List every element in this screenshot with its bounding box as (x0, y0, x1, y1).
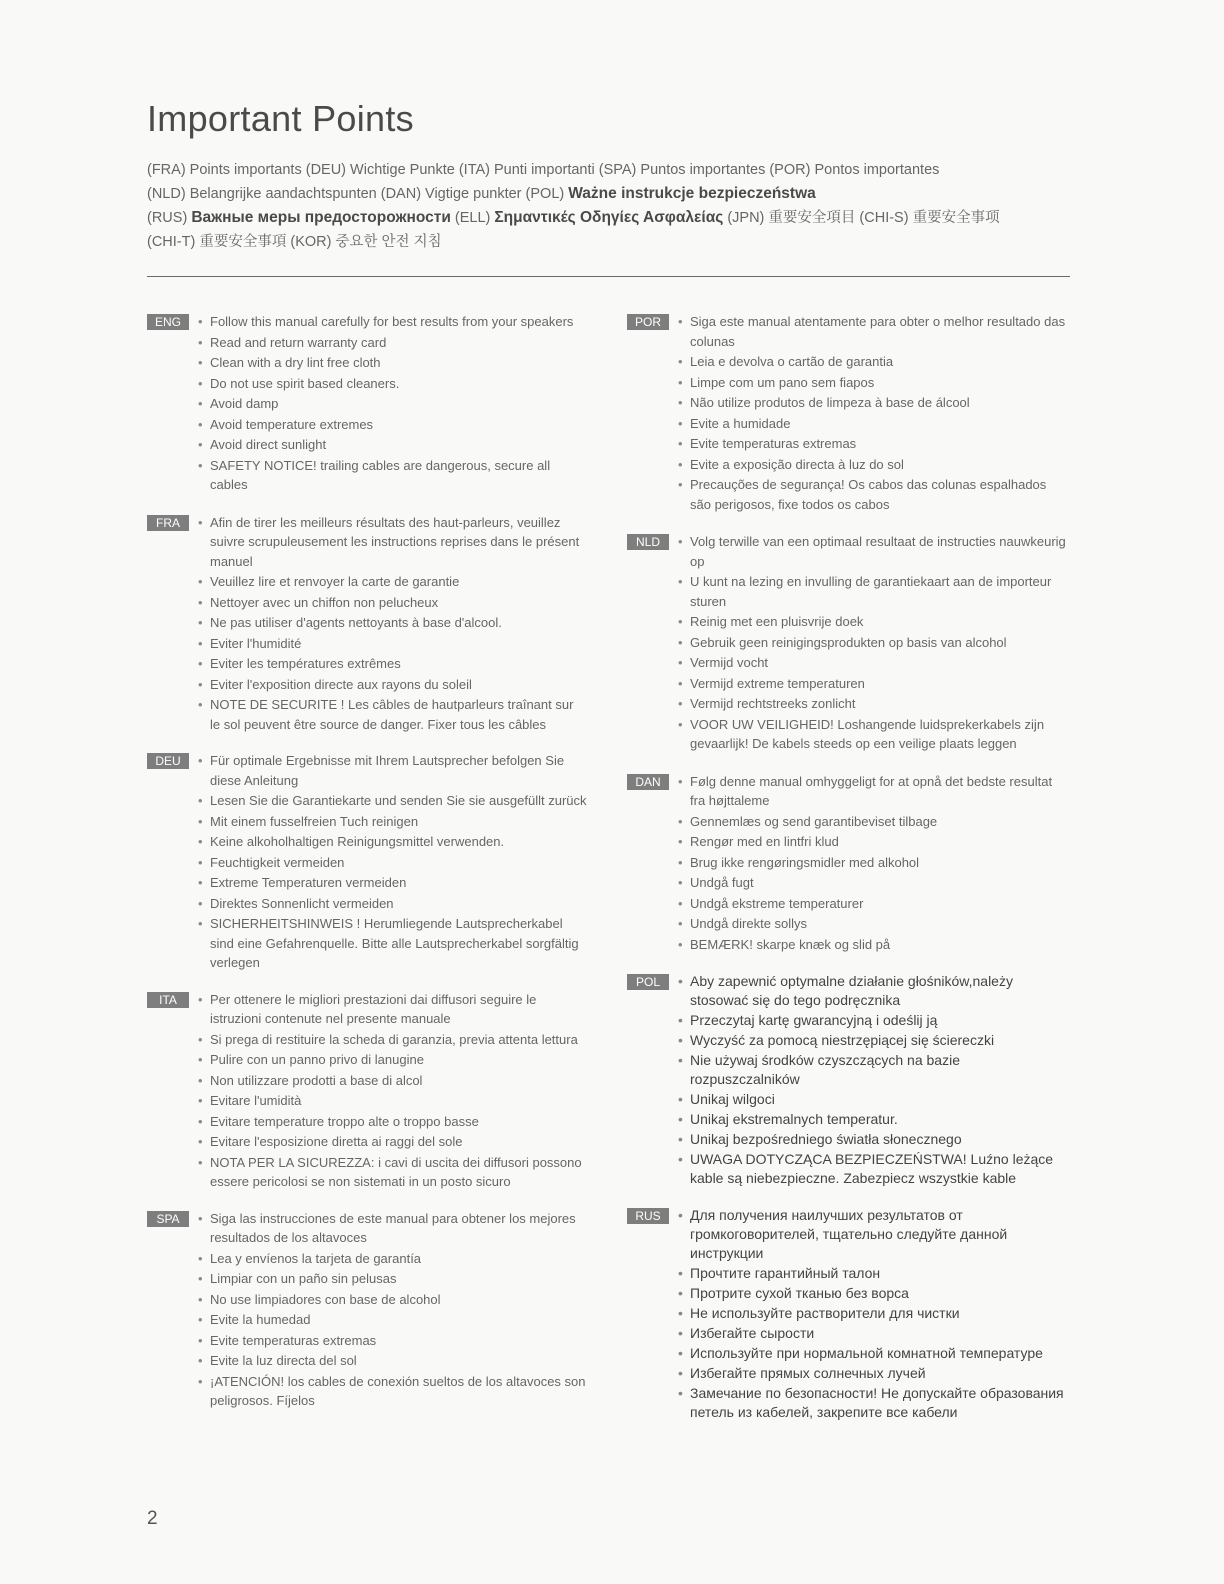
list-item: • Brug ikke rengøringsmidler med alkohol (678, 853, 1067, 873)
instruction-list (678, 312, 1067, 514)
list-item: • Keine alkoholhaltigen Reinigungsmittel verwenden. (198, 832, 587, 852)
list-item: • Gebruik geen reinigingsprodukten op basis van alcohol (678, 633, 1067, 653)
instruction-list (198, 312, 587, 495)
language-line: (NLD) Belangrijke aandachtspunten (DAN) Vigtige punkter (POL) Ważne instrukcje bezpieczeństwa (147, 185, 816, 202)
list-item: • Замечание по безопасности! Не допускайте образования петель из кабелей, закрепите все кабели (678, 1384, 1067, 1422)
list-item: • Do not use spirit based cleaners. (198, 374, 587, 394)
list-item: • Rengør med en lintfri klud (678, 832, 1067, 852)
list-item: • Limpiar con un paño sin pelusas (198, 1269, 587, 1289)
list-item: • Vermijd vocht (678, 653, 1067, 673)
list-item: • Não utilize produtos de limpeza à base de álcool (678, 393, 1067, 413)
list-item: • Протрите сухой тканью без ворса (678, 1284, 1067, 1303)
section-rus (627, 1206, 1067, 1422)
list-item: • SAFETY NOTICE! trailing cables are dangerous, secure all cables (198, 456, 587, 495)
list-item: • Wyczyść za pomocą niestrzępiącej się ściereczki (678, 1031, 1067, 1050)
left-column (147, 312, 587, 1412)
instruction-list (678, 772, 1067, 955)
list-item: • Aby zapewnić optymalne działanie głośników,należy stosować się do tego podręcznika (678, 972, 1067, 1010)
list-item: • Ne pas utiliser d'agents nettoyants à base d'alcool. (198, 613, 587, 633)
list-item: • Für optimale Ergebnisse mit Ihrem Lautsprecher befolgen Sie diese Anleitung (198, 751, 587, 790)
list-item: • Avoid damp (198, 394, 587, 414)
list-item: • U kunt na lezing en invulling de garantiekaart aan de importeur sturen (678, 572, 1067, 611)
language-tag: POL (627, 974, 669, 990)
instruction-list (198, 751, 587, 973)
instruction-list (198, 513, 587, 735)
instruction-list (678, 972, 1067, 1188)
list-item: • Evitare l'umidità (198, 1091, 587, 1111)
list-item: • Undgå ekstreme temperaturer (678, 894, 1067, 914)
list-item: • SICHERHEITSHINWEIS ! Herumliegende Lautsprecherkabel sind eine Gefahrenquelle. Bitte alle Lautsprecherkabel sorgfältig verlegen (198, 914, 587, 973)
instruction-list (678, 1206, 1067, 1422)
list-item: • Evitare l'esposizione diretta ai raggi del sole (198, 1132, 587, 1152)
list-item: • Follow this manual carefully for best results from your speakers (198, 312, 587, 332)
list-item: • Pulire con un panno privo di lanugine (198, 1050, 587, 1070)
section-fra (147, 513, 587, 735)
list-item: • Nettoyer avec un chiffon non pelucheux (198, 593, 587, 613)
list-item: • Siga las instrucciones de este manual para obtener los mejores resultados de los altavoces (198, 1209, 587, 1248)
list-item: • Afin de tirer les meilleurs résultats des haut-parleurs, veuillez suivre scrupuleusement les instructions reprises dans le présent manuel (198, 513, 587, 572)
list-item: • NOTA PER LA SICUREZZA: i cavi di uscita dei diffusori possono essere pericolosi se non sistemati in un posto sicuro (198, 1153, 587, 1192)
list-item: • Evitare temperature troppo alte o troppo basse (198, 1112, 587, 1132)
list-item: • BEMÆRK! skarpe knæk og slid på (678, 935, 1067, 955)
list-item: • Прочтите гарантийный талон (678, 1264, 1067, 1283)
list-item: • Veuillez lire et renvoyer la carte de garantie (198, 572, 587, 592)
list-item: • Limpe com um pano sem fiapos (678, 373, 1067, 393)
section-eng (147, 312, 587, 495)
language-tag: SPA (147, 1211, 189, 1227)
list-item: • Unikaj wilgoci (678, 1090, 1067, 1109)
list-item: • Unikaj ekstremalnych temperatur. (678, 1110, 1067, 1129)
instruction-list (198, 990, 587, 1192)
list-item: • Non utilizzare prodotti a base di alcol (198, 1071, 587, 1091)
section-por (627, 312, 1067, 514)
right-column (627, 312, 1067, 1423)
list-item: • Eviter l'exposition directe aux rayons du soleil (198, 675, 587, 695)
list-item: • Используйте при нормальной комнатной температуре (678, 1344, 1067, 1363)
list-item: • UWAGA DOTYCZĄCA BEZPIECZEŃSTWA! Luźno leżące kable są niebezpieczne. Zabezpiecz wszystkie kable (678, 1150, 1067, 1188)
list-item: • Undgå fugt (678, 873, 1067, 893)
list-item: • Unikaj bezpośredniego światła słonecznego (678, 1130, 1067, 1149)
language-tag: POR (627, 314, 669, 330)
list-item: • Direktes Sonnenlicht vermeiden (198, 894, 587, 914)
list-item: • Volg terwille van een optimaal resultaat de instructies nauwkeurig op (678, 532, 1067, 571)
list-item: • Nie używaj środków czyszczących na bazie rozpuszczalników (678, 1051, 1067, 1089)
instruction-list (198, 1209, 587, 1411)
section-deu (147, 751, 587, 973)
list-item: • Eviter l'humidité (198, 634, 587, 654)
divider (147, 276, 1070, 277)
section-ita (147, 990, 587, 1192)
list-item: • Evite temperaturas extremas (678, 434, 1067, 454)
list-item: • Lea y envíenos la tarjeta de garantía (198, 1249, 587, 1269)
list-item: • VOOR UW VEILIGHEID! Loshangende luidsprekerkabels zijn gevaarlijk! De kabels steeds op een veilige plaats leggen (678, 715, 1067, 754)
list-item: • Extreme Temperaturen vermeiden (198, 873, 587, 893)
list-item: • NOTE DE SECURITE ! Les câbles de hautparleurs traînant sur le sol peuvent être source de danger. Fixer tous les câbles (198, 695, 587, 734)
list-item: • ¡ATENCIÓN! los cables de conexión sueltos de los altavoces son peligrosos. Fíjelos (198, 1372, 587, 1411)
language-tag: DAN (627, 774, 669, 790)
list-item: • Leia e devolva o cartão de garantia (678, 352, 1067, 372)
list-item: • No use limpiadores con base de alcohol (198, 1290, 587, 1310)
list-item: • Evite la humedad (198, 1310, 587, 1330)
list-item: • Read and return warranty card (198, 333, 587, 353)
list-item: • Si prega di restituire la scheda di garanzia, previa attenta lettura (198, 1030, 587, 1050)
list-item: • Przeczytaj kartę gwarancyjną i odeślij ją (678, 1011, 1067, 1030)
page-title: Important Points (147, 98, 414, 139)
list-item: • Følg denne manual omhyggeligt for at opnå det bedste resultat fra højttaleme (678, 772, 1067, 811)
list-item: • Eviter les températures extrêmes (198, 654, 587, 674)
list-item: • Mit einem fusselfreien Tuch reinigen (198, 812, 587, 832)
list-item: • Evite a exposição directa à luz do sol (678, 455, 1067, 475)
language-line: (CHI-T) 重要安全事項 (KOR) 중요한 안전 지침 (147, 234, 442, 250)
list-item: • Не используйте растворители для чистки (678, 1304, 1067, 1323)
list-item: • Lesen Sie die Garantiekarte und senden Sie sie ausgefüllt zurück (198, 791, 587, 811)
list-item: • Vermijd extreme temperaturen (678, 674, 1067, 694)
instruction-list (678, 532, 1067, 754)
list-item: • Vermijd rechtstreeks zonlicht (678, 694, 1067, 714)
language-tag: FRA (147, 515, 189, 531)
language-line: (FRA) Points importants (DEU) Wichtige Punkte (ITA) Punti importanti (SPA) Puntos importantes (POR) Pontos importantes (147, 162, 940, 178)
section-nld (627, 532, 1067, 754)
list-item: • Per ottenere le migliori prestazioni dai diffusori seguire le istruzioni contenute nel presente manuale (198, 990, 587, 1029)
section-spa (147, 1209, 587, 1411)
list-item: • Избегайте прямых солнечных лучей (678, 1364, 1067, 1383)
section-pol (627, 972, 1067, 1188)
language-list (147, 158, 1077, 254)
list-item: • Siga este manual atentamente para obter o melhor resultado das colunas (678, 312, 1067, 351)
language-tag: DEU (147, 753, 189, 769)
language-tag: ITA (147, 992, 189, 1008)
list-item: • Evite la luz directa del sol (198, 1351, 587, 1371)
list-item: • Избегайте сырости (678, 1324, 1067, 1343)
list-item: • Precauções de segurança! Os cabos das colunas espalhados são perigosos, fixe todos os cabos (678, 475, 1067, 514)
list-item: • Feuchtigkeit vermeiden (198, 853, 587, 873)
list-item: • Evite a humidade (678, 414, 1067, 434)
list-item: • Avoid temperature extremes (198, 415, 587, 435)
list-item: • Clean with a dry lint free cloth (198, 353, 587, 373)
list-item: • Evite temperaturas extremas (198, 1331, 587, 1351)
language-tag: RUS (627, 1208, 669, 1224)
language-tag: NLD (627, 534, 669, 550)
page-number: 2 (147, 1508, 158, 1529)
language-line: (RUS) Важные меры предосторожности (ELL) Σημαντικές Οδηγίες Ασφαλείας (JPN) 重要安全項目 (CHI-S) 重要安全事项 (147, 209, 1000, 226)
list-item: • Для получения наилучших результатов от громкоговорителей, тщательно следуйте данной инструкции (678, 1206, 1067, 1263)
list-item: • Reinig met een pluisvrije doek (678, 612, 1067, 632)
language-tag: ENG (147, 314, 189, 330)
list-item: • Avoid direct sunlight (198, 435, 587, 455)
section-dan (627, 772, 1067, 955)
list-item: • Gennemlæs og send garantibeviset tilbage (678, 812, 1067, 832)
list-item: • Undgå direkte sollys (678, 914, 1067, 934)
